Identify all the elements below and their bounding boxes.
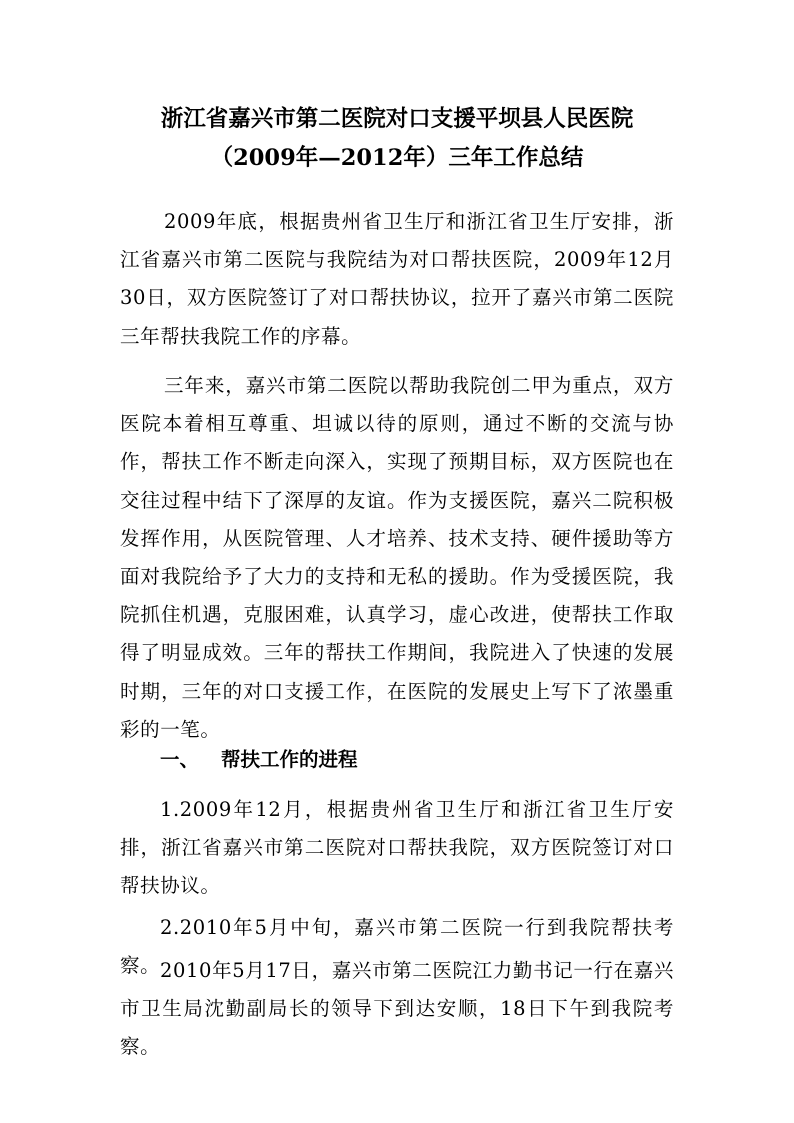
document-title-line-2: （2009年—2012年）三年工作总结: [210, 145, 584, 171]
paragraph-intro: 2009年底，根据贵州省卫生厅和浙江省卫生厅安排，浙江省嘉兴市第二医院与我院结为对口帮扶医院，2009年12月30日，双方医院签订了对口帮扶协议，拉开了嘉兴市第二医院三年帮扶我院工作的序幕。: [120, 210, 674, 348]
paragraph-item-2: 2.2010年5月中旬，嘉兴市第二医院一行到我院帮扶考察。: [120, 916, 674, 978]
section-heading-1: [160, 745, 358, 775]
section-heading-title: 帮扶工作的进程: [221, 748, 358, 771]
paragraph-summary: 三年来，嘉兴市第二医院以帮助我院创二甲为重点，双方医院本着相互尊重、坦诚以待的原则，通过不断的交流与协作，帮扶工作不断走向深入，实现了预期目标，双方医院也在交往过程中结下了深厚的友谊。作为支援医院，嘉兴二院积极发挥作用，从医院管理、人才培养、技术支持、硬件援助等方面对我院给予了大力的支持和无私的援助。作为受援医院，我院抓住机遇，克服困难，认真学习，虚心改进，使帮扶工作取得了明显成效。三年的帮扶工作期间，我院进入了快速的发展时期，三年的对口支援工作，在医院的发展史上写下了浓墨重彩的一笔。: [120, 374, 674, 741]
paragraph-item-1: 1.2009年12月，根据贵州省卫生厅和浙江省卫生厅安排，浙江省嘉兴市第二医院对口帮扶我院，双方医院签订对口帮扶协议。: [120, 798, 674, 898]
paragraph-item-2-detail: 2010年5月17日，嘉兴市第二医院江力勤书记一行在嘉兴市卫生局沈勤副局长的领导下到达安顺，18日下午到我院考察。: [120, 959, 674, 1059]
document-title-line-1: 浙江省嘉兴市第二医院对口支援平坝县人民医院: [160, 106, 634, 132]
section-heading-number: 一、: [160, 748, 200, 771]
